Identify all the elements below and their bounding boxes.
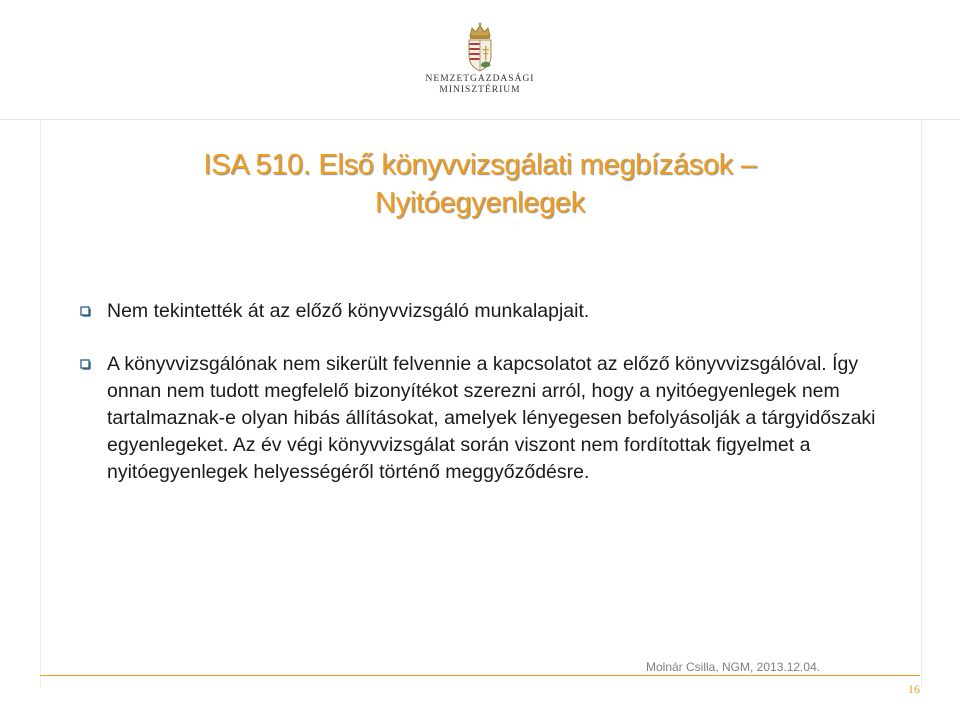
page-number: 16	[908, 682, 920, 696]
hollow-square-icon	[80, 306, 91, 317]
ministry-name-line2: MINISZTÉRIUM	[439, 85, 521, 95]
footer-divider	[40, 675, 920, 676]
coat-of-arms-icon	[463, 22, 497, 72]
ministry-name-line1: NEMZETGAZDASÁGI	[425, 74, 535, 84]
ministry-logo	[405, 22, 555, 108]
footer-credit: Molnár Csilla, NGM, 2013.12.04.	[646, 660, 821, 674]
bullet-item	[80, 298, 910, 325]
slide-title-line2: Nyitóegyenlegek	[375, 187, 585, 219]
bullet-item	[80, 351, 910, 486]
ministry-name	[405, 74, 555, 96]
bullet-list	[80, 298, 910, 486]
slide-title	[60, 146, 900, 222]
bullet-text: A könyvvizsgálónak nem sikerült felvennie a kapcsolatot az előző könyvvizsgálóval. Így onnan nem tudott megfelelő bizonyítékot szerezni arról, hogy a nyitóegyenlegek nem tartalmaznak-e olyan hibás állításokat, amelyek lényegesen befolyásolják a tárgyidőszaki egyenlegeket. Az év végi könyvvizsgálat során viszont nem fordítottak figyelmet a nyitóegyenlegek helyességéről történő meggyőződésre.	[107, 353, 876, 483]
slide-title-line1: ISA 510. Első könyvvizsgálati megbízások –	[203, 149, 757, 181]
hollow-square-icon	[80, 359, 91, 370]
bullet-text: Nem tekintették át az előző könyvvizsgáló munkalapjait.	[107, 300, 590, 322]
